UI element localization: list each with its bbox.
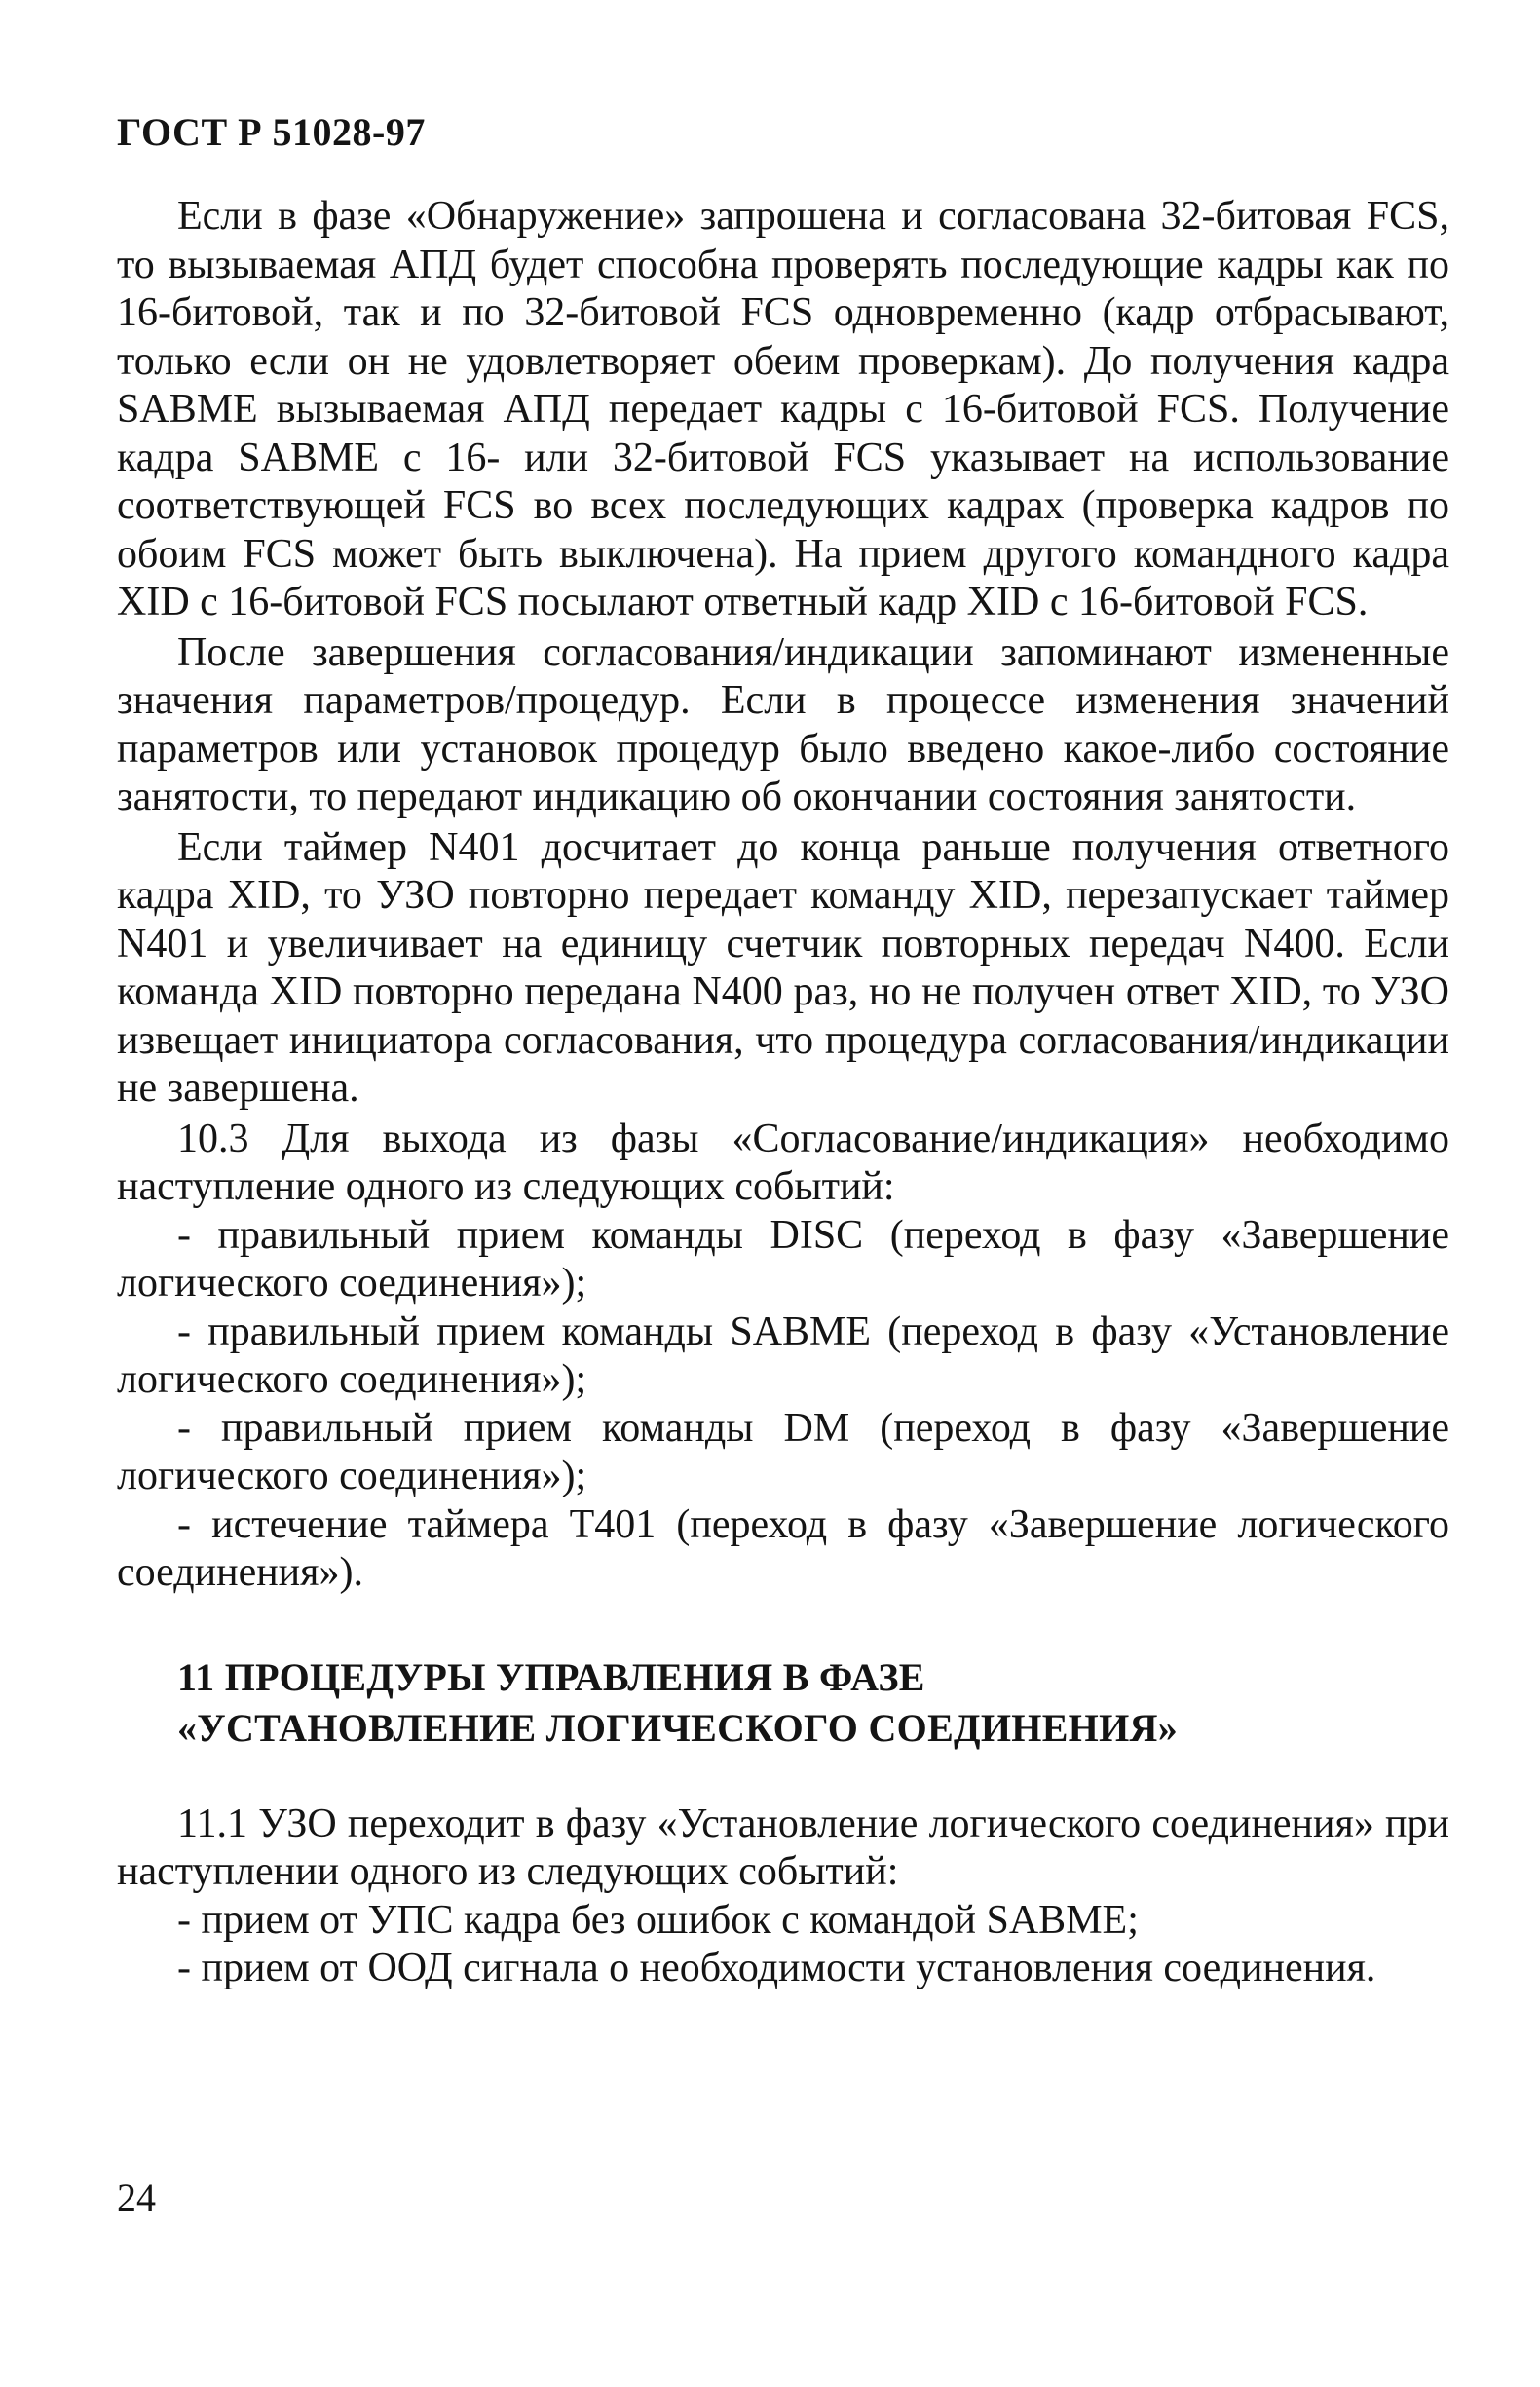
list-item-sabme: - правильный прием команды SABME (переход в фазу «Установление логического соединения»);	[117, 1308, 1449, 1402]
list-item-t401: - истечение таймера T401 (переход в фазу «Завершение логического соединения»).	[117, 1501, 1449, 1595]
section-11-heading-line-2: «УСТАНОВЛЕНИЕ ЛОГИЧЕСКОГО СОЕДИНЕНИЯ»	[177, 1705, 1178, 1750]
paragraph-after-negotiation: После завершения согласования/индикации запоминают измененные значения параметров/процедур. Если в процессе изменения значений параметров или установок процедур было введено какое-либо состояние занятости, то передают индикацию об окончании состояния занятости.	[117, 629, 1449, 819]
section-11-heading-line-1: 11 ПРОЦЕДУРЫ УПРАВЛЕНИЯ В ФАЗЕ	[177, 1654, 925, 1699]
document-header: ГОСТ Р 51028-97	[117, 110, 426, 154]
list-item-dm: - правильный прием команды DM (переход в фазу «Завершение логического соединения»);	[117, 1405, 1449, 1498]
list-item-ood-signal: - прием от ООД сигнала о необходимости установления соединения.	[177, 1946, 1376, 1990]
page-body	[117, 193, 1449, 1993]
paragraph-11-1: 11.1 УЗО переходит в фазу «Установление логического соединения» при наступлении одного из следующих событий:	[117, 1800, 1449, 1894]
list-item-ups-sabme: - прием от УПС кадра без ошибок с командой SABME;	[177, 1897, 1139, 1943]
section-11-heading	[177, 1652, 1449, 1754]
page-number: 24	[117, 2176, 156, 2219]
paragraph-10-3: 10.3 Для выхода из фазы «Согласование/индикация» необходимо наступление одного из следующих событий:	[117, 1116, 1449, 1209]
paragraph-timer-n401: Если таймер N401 досчитает до конца раньше получения ответного кадра XID, то УЗО повторно передает команду XID, перезапускает таймер N401 и увеличивает на единицу счетчик повторных передач N400. Если команда XID повторно передана N400 раз, но не получен ответ XID, то УЗО извещает инициатора согласования, что процедура согласования/индикации не завершена.	[117, 824, 1449, 1111]
list-item-disc: - правильный прием команды DISC (переход в фазу «Завершение логического соединения»);	[117, 1212, 1449, 1306]
paragraph-fcs: Если в фазе «Обнаружение» запрошена и согласована 32-битовая FCS, то вызываемая АПД будет способна проверять последующие кадры как по 16-битовой, так и по 32-битовой FCS одновременно (кадр отбрасывают, только если он не удовлетворяет обеим проверкам). До получения кадра SABME вызываемая АПД передает кадры с 16-битовой FCS. Получение кадра SABME с 16- или 32-битовой FCS указывает на использование соответствующей FCS во всех последующих кадрах (проверка кадров по обоим FCS может быть выключена). На прием другого командного кадра XID с 16-битовой FCS посылают ответный кадр XID с 16-битовой FCS.	[117, 194, 1449, 625]
